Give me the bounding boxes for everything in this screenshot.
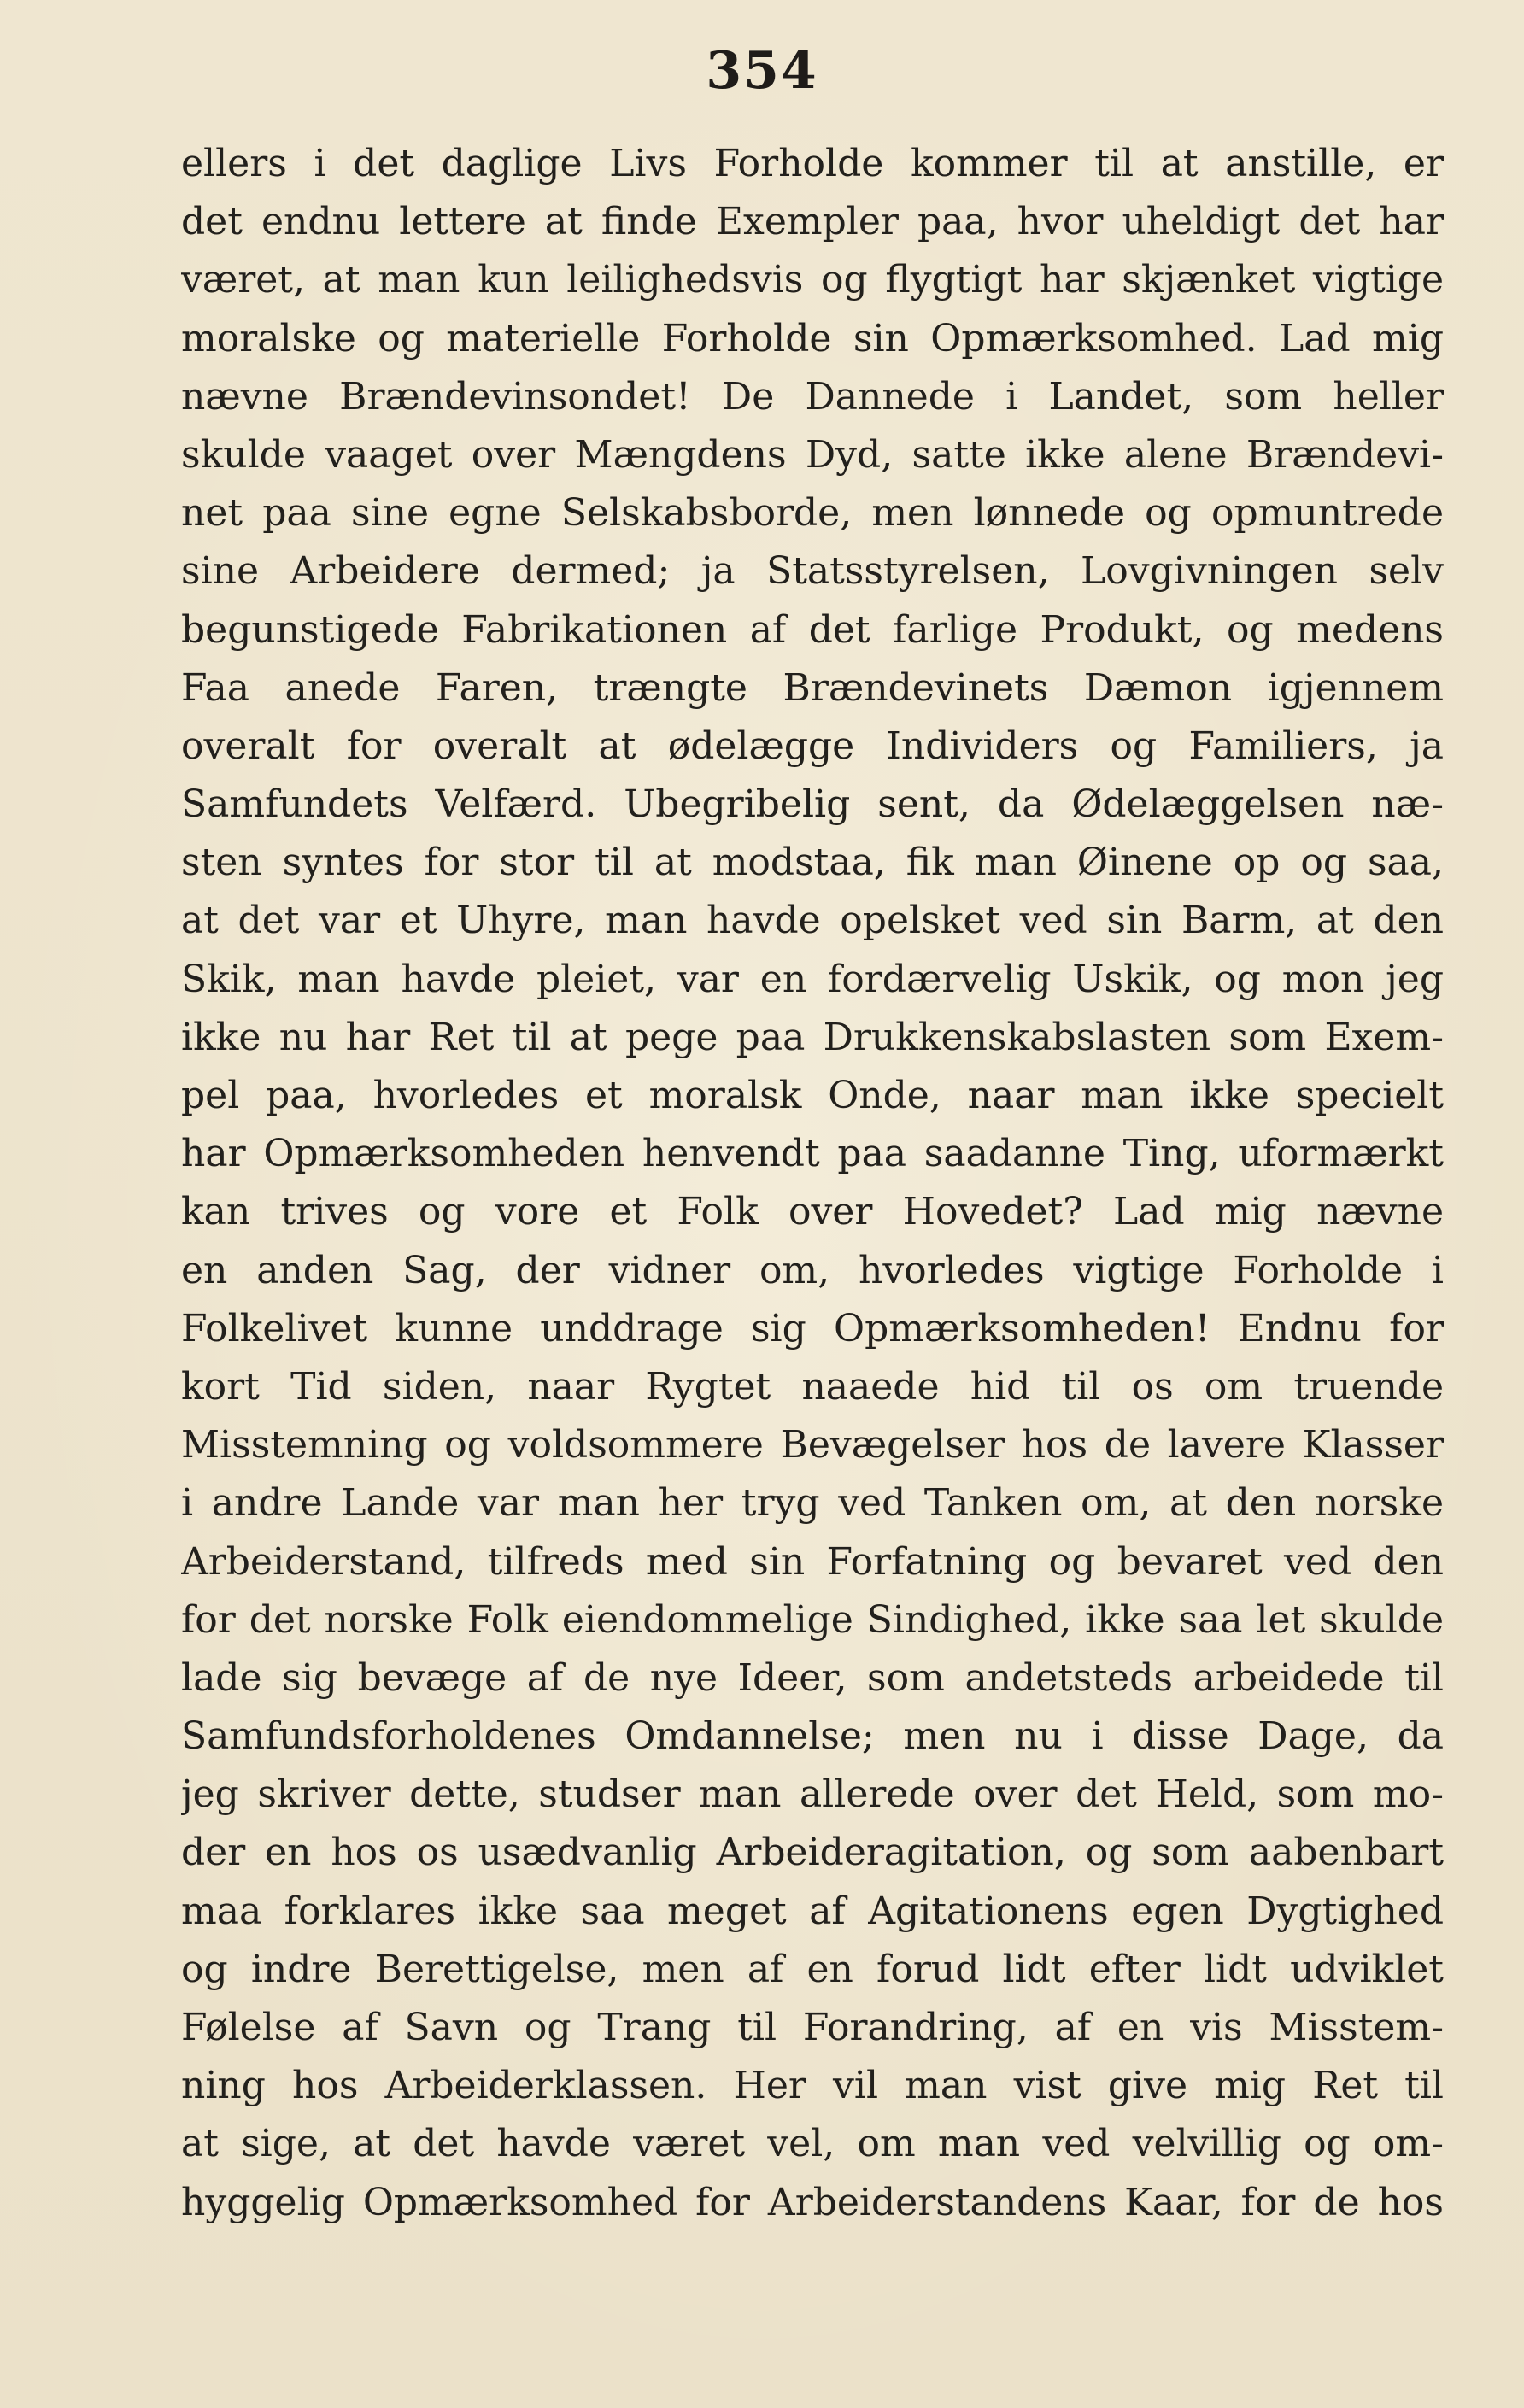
text-line: sine Arbeidere dermed; ja Statsstyrelsen, Lovgivningen selv [181,549,1444,594]
text-line: ikke nu har Ret til at pege paa Drukkenskabslasten som Exem- [181,1015,1444,1059]
body-text [181,135,1444,2232]
text-line: i andre Lande var man her tryg ved Tanken om, at den norske [181,1481,1444,1526]
page-number: 354 [706,41,818,101]
text-line: Samfundsforholdenes Omdannelse; men nu i disse Dage, da [181,1714,1444,1759]
text-line: overalt for overalt at ødelægge Individers og Familiers, ja [181,724,1444,768]
text-line: Arbeiderstand, tilfreds med sin Forfatning og bevaret ved den [181,1539,1444,1584]
text-line: skulde vaaget over Mængdens Dyd, satte ikke alene Brændevi- [181,432,1444,477]
text-line: begunstigede Fabrikationen af det farlige Produkt, og medens [181,607,1444,652]
text-line: ning hos Arbeiderklassen. Her vil man vist give mig Ret til [181,2064,1444,2108]
text-line: det endnu lettere at finde Exempler paa, hvor uheldigt det har [181,200,1444,244]
text-line: at sige, at det havde været vel, om man ved velvillig og om- [181,2122,1444,2166]
text-line: Folkelivet kunne unddrage sig Opmærksomheden! Endnu for [181,1306,1444,1350]
text-line: har Opmærksomheden henvendt paa saadanne Ting, uformærkt [181,1132,1444,1176]
text-line: Samfundets Velfærd. Ubegribelig sent, da Ødelæggelsen næ- [181,782,1444,827]
text-line: jeg skriver dette, studser man allerede over det Held, som mo- [181,1772,1444,1817]
text-line: kort Tid siden, naar Rygtet naaede hid til os om truende [181,1364,1444,1409]
text-line: nævne Brændevinsondet! De Dannede i Landet, som heller [181,374,1444,419]
text-line: der en hos os usædvanlig Arbeideragitation, og som aabenbart [181,1831,1444,1875]
text-line: at det var et Uhyre, man havde opelsket ved sin Barm, at den [181,899,1444,943]
text-line: pel paa, hvorledes et moralsk Onde, naar man ikke specielt [181,1074,1444,1117]
text-line: og indre Berettigelse, men af en forud lidt efter lidt udviklet [181,1947,1444,1991]
text-line: lade sig bevæge af de nye Ideer, som andetsteds arbeidede til [181,1655,1444,1700]
text-line: Misstemning og voldsommere Bevægelser hos de lavere Klasser [181,1423,1444,1468]
text-line: maa forklares ikke saa meget af Agitationens egen Dygtighed [181,1889,1444,1933]
text-line: sten syntes for stor til at modstaa, fik man Øinene op og saa, [181,841,1444,885]
text-line: kan trives og vore et Folk over Hovedet? Lad mig nævne [181,1190,1444,1234]
text-line: for det norske Folk eiendommelige Sindighed, ikke saa let skulde [181,1597,1444,1642]
text-line: Faa anede Faren, trængte Brændevinets Dæmon igjennem [181,665,1444,710]
text-line: hyggelig Opmærksomhed for Arbeiderstandens Kaar, for de hos [181,2180,1444,2224]
text-line: net paa sine egne Selskabsborde, men lønnede og opmuntrede [181,491,1444,536]
text-line: ellers i det daglige Livs Forholde kommer til at anstille, er [181,142,1444,185]
text-line: Skik, man havde pleiet, var en fordærvelig Uskik, og mon jeg [181,957,1444,1001]
text-line: en anden Sag, der vidner om, hvorledes vigtige Forholde i [181,1248,1444,1292]
text-line: moralske og materielle Forholde sin Opmærksomhed. Lad mig [181,316,1444,360]
text-line: været, at man kun leilighedsvis og flygtigt har skjænket vigtige [181,258,1444,302]
text-line: Følelse af Savn og Trang til Forandring, af en vis Misstem- [181,2006,1444,2049]
